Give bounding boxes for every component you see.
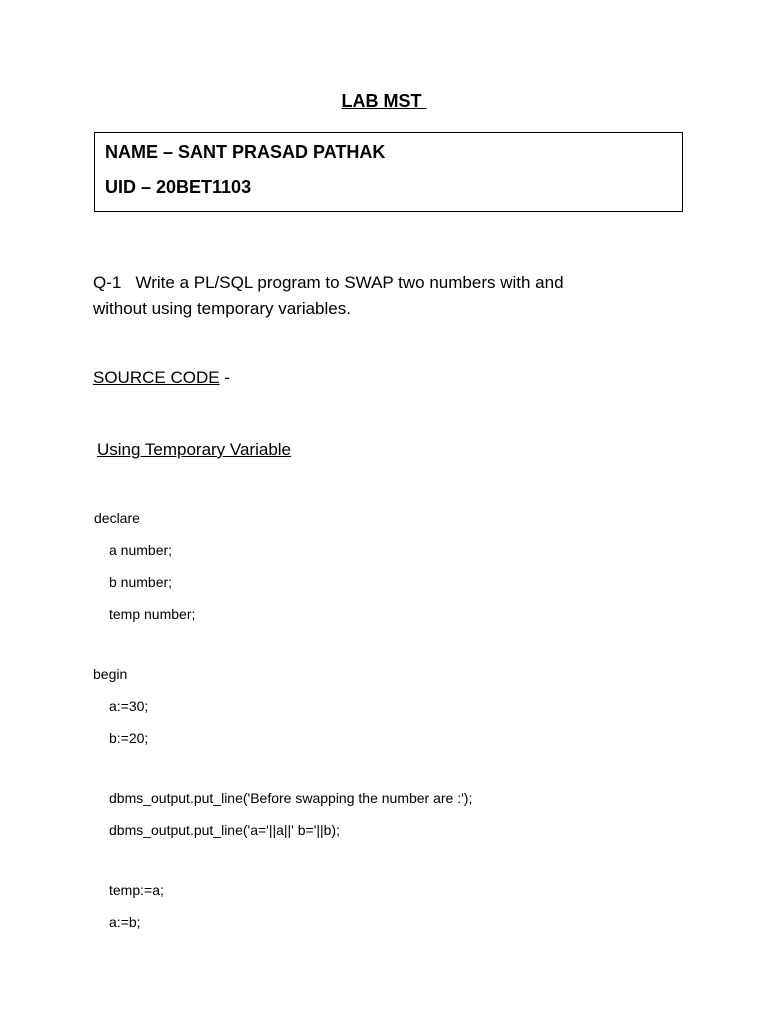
code-line: dbms_output.put_line('a='||a||' b='||b); [109, 822, 340, 838]
code-line: b number; [109, 574, 173, 590]
code-line: b:=20; [109, 730, 149, 746]
code-line: a:=30; [109, 698, 149, 714]
temporary-variable-heading: Using Temporary Variable [97, 440, 292, 459]
code-line: a number; [109, 542, 173, 558]
question-line-2: without using temporary variables. [93, 299, 351, 318]
code-line: a:=b; [109, 914, 141, 930]
student-uid: UID – 20BET1103 [105, 177, 252, 197]
question-line-1: Q-1 Write a PL/SQL program to SWAP two numbers with and [93, 273, 564, 292]
source-code-label: SOURCE CODE [93, 368, 220, 387]
code-line: declare [94, 510, 140, 526]
code-line: temp number; [109, 606, 196, 622]
code-line: dbms_output.put_line('Before swapping the number are :'); [109, 790, 473, 806]
source-code-suffix: - [219, 368, 230, 387]
code-line: temp:=a; [109, 882, 164, 898]
code-line: begin [93, 666, 128, 682]
student-name: NAME – SANT PRASAD PATHAK [105, 142, 386, 162]
source-code-heading [93, 368, 230, 388]
question-text [93, 270, 653, 322]
student-info-box [94, 132, 683, 212]
document-title: LAB MST [341, 91, 427, 111]
